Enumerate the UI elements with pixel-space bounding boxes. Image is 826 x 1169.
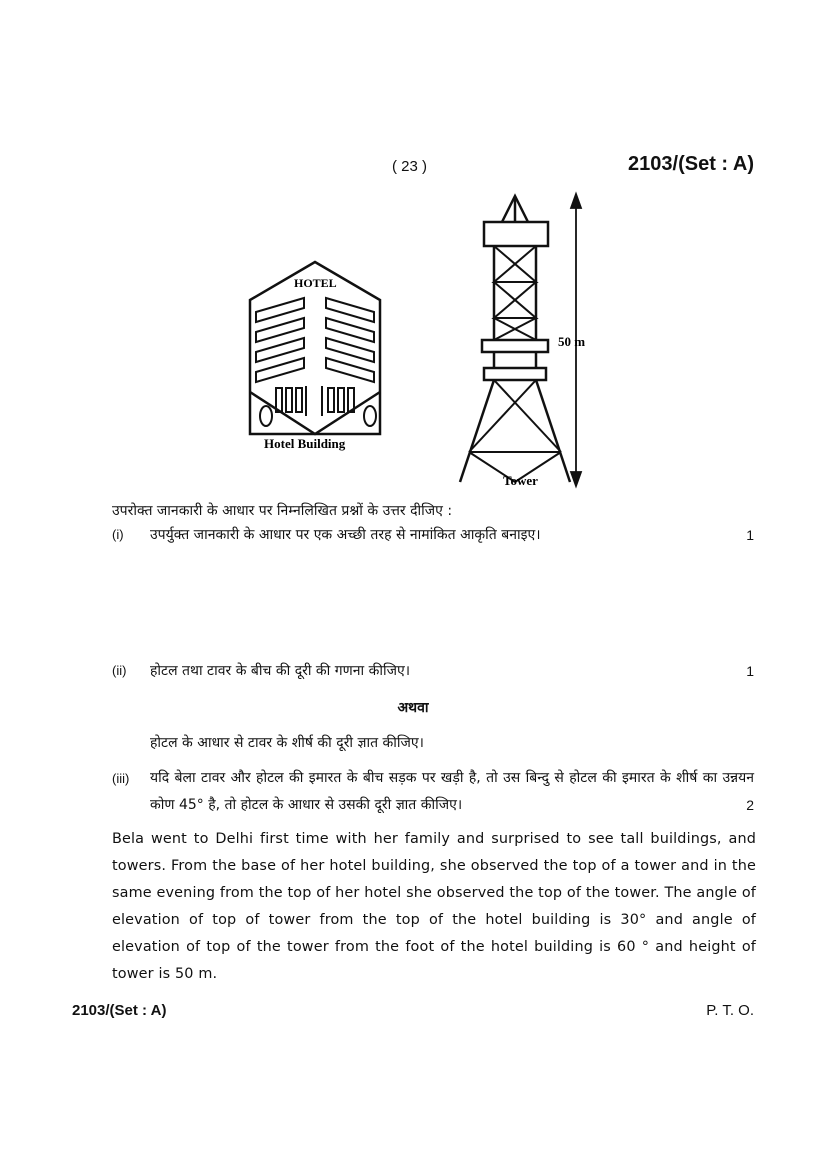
page-number: ( 23 )	[392, 158, 428, 175]
question-1	[112, 524, 754, 548]
or-label: अथवा	[397, 700, 429, 716]
footer-pto: P. T. O.	[706, 1002, 754, 1019]
question-text: होटल तथा टावर के बीच की दूरी की गणना कीजिए।	[150, 663, 411, 679]
question-marks: 2	[746, 797, 754, 813]
question-3	[112, 765, 754, 817]
question-number: (ii)	[112, 663, 127, 678]
case-study-paragraph: Bela went to Delhi first time with her family and surprised to see tall buildings, and towers. From the base of her hotel building, she observed the top of a tower and in the same evening from the top of her hotel she observed the top of the tower. The angle of elevation of top of tower from the top of the hotel building is 30° and angle of elevation of top of the tower from the foot of the hotel building is 60 ° and height of tower is 50 m.	[112, 831, 756, 982]
hotel-tower-figure	[240, 190, 600, 490]
question-text: उपर्युक्त जानकारी के आधार पर एक अच्छी तरह से नामांकित आकृति बनाइए।	[150, 527, 541, 543]
height-label: 50 m	[558, 334, 586, 349]
question-marks: 1	[746, 527, 754, 543]
footer-set-code: 2103/(Set : A)	[72, 1002, 167, 1019]
set-code: 2103/(Set : A)	[628, 153, 754, 175]
question-number: (i)	[112, 527, 124, 542]
question-text: यदि बेला टावर और होटल की इमारत के बीच सड़क पर खड़ी है, तो उस बिन्दु से होटल की इमारत के शीर्ष का उन्नयन कोण 45° है, तो होटल के आधार से उसकी दूरी ज्ञात कीजिए।	[150, 770, 754, 813]
question-2	[112, 660, 754, 684]
alternative-question: होटल के आधार से टावर के शीर्ष की दूरी ज्ञात कीजिए।	[150, 735, 424, 751]
question-number: (iii)	[112, 771, 130, 786]
hotel-sign: HOTEL	[294, 276, 337, 290]
hotel-caption: Hotel Building	[264, 436, 346, 451]
questions-intro: उपरोक्त जानकारी के आधार पर निम्नलिखित प्रश्नों के उत्तर दीजिए :	[112, 503, 453, 519]
tower-drawing	[460, 196, 570, 482]
tower-caption: Tower	[503, 473, 538, 488]
question-marks: 1	[746, 663, 754, 679]
